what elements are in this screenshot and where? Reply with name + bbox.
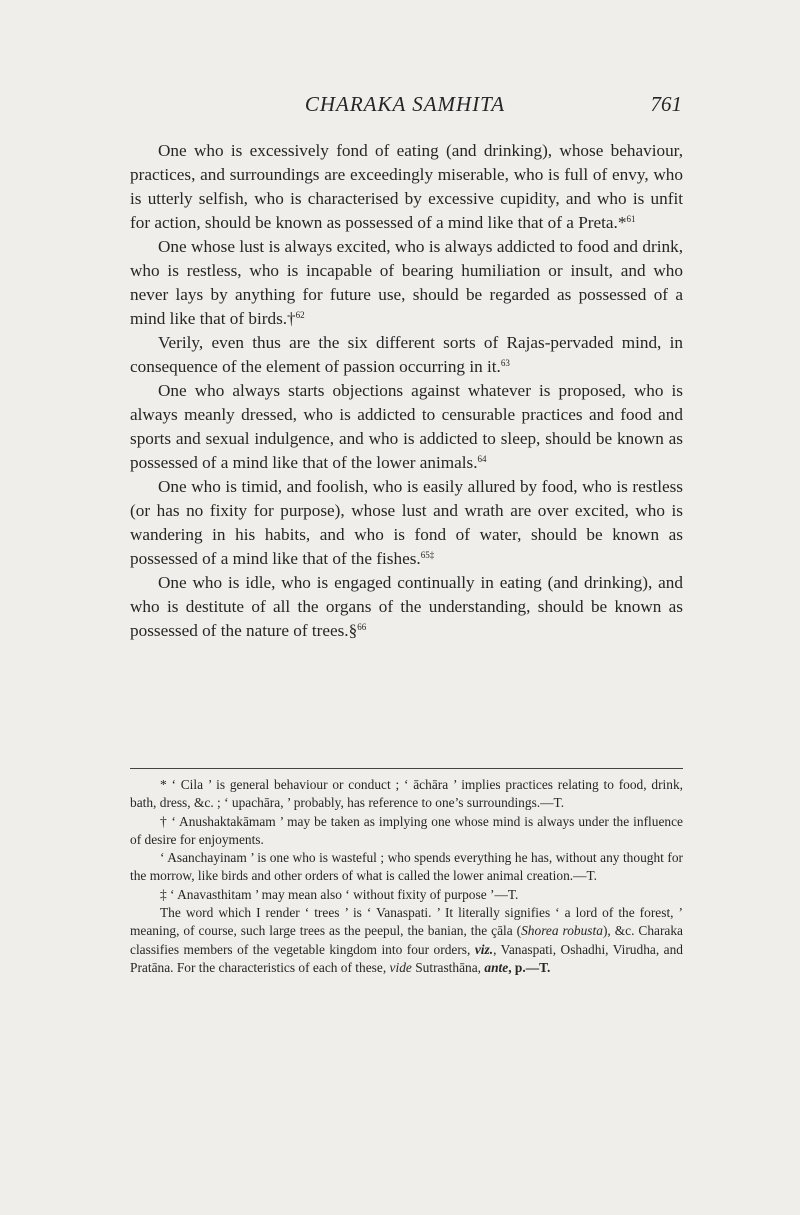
footnote-anushaktakamam: † ‘ Anushaktakāmam ’ may be taken as implying one whose mind is always under the influence of desire for enjoyments. — [130, 813, 683, 847]
footnotes — [130, 776, 683, 977]
paragraph-preta: One who is excessively fond of eating (and drinking), whose behaviour, practices, and surroundings are exceedingly miserable, who is full of envy, who is utterly selfish, who is characterised by excessive cupidity, and who is unfit for action, should be known as possessed of a mind like that of a Preta.*$^{61}$ — [130, 141, 683, 232]
paragraph-birds: One whose lust is always excited, who is always addicted to food and drink, who is restless, who is incapable of bearing humiliation or insult, and who never lays by anything for future use, should be regarded as possessed of a mind like that of birds.†$^{62}$ — [130, 237, 683, 328]
page-number: 761 — [650, 92, 682, 116]
footnote-anavasthitam: ‡ ‘ Anavasthitam ’ may mean also ‘ without fixity of purpose ’—T. — [160, 886, 519, 902]
verse-mark: 64 — [477, 454, 487, 464]
verse-mark: 62 — [295, 310, 305, 320]
verse-mark: 66 — [357, 622, 367, 632]
verse-mark: 61 — [626, 214, 636, 224]
paragraph-fishes: One who is timid, and foolish, who is easily allured by food, who is restless (or has no fixity for purpose), whose lust and wrath are over excited, who is wandering in his habits, and who is fond of water, should be known as possessed of a mind like that of the fishes.$^{65\ddagger}$ — [130, 477, 683, 568]
running-title: CHARAKA SAMHITA — [304, 92, 506, 116]
paragraph-trees: One who is idle, who is engaged continually in eating (and drinking), and who is destitute of all the organs of the understanding, should be known as possessed of the nature of trees.§$^{66}$ — [130, 573, 683, 640]
footnote-vanaspati: The word which I render ‘ trees ’ is ‘ Vanaspati. ’ It literally signifies ‘ a lord of the forest, ’ meaning, of course, such large trees as the peepul, the banian, the çāla (Shorea robusta), &c. Charaka classifies members of the vegetable kingdom into four orders, viz., Vanaspati, Oshadhi, Virudha, and Pratāna. For the characteristics of each of these, vide Sutrasthāna, ante, p.—T. — [130, 905, 684, 975]
paragraph-rajas-summary: Verily, even thus are the six different sorts of Rajas-pervaded mind, in consequence of the element of passion occurring in it.$^{63}$ — [130, 333, 683, 376]
footnote-asanchayinam: ‘ Asanchayinam ’ is one who is wasteful ; who spends everything he has, without any thought for the morrow, like birds and other orders of what is called the lower animal creation.—T. — [130, 850, 683, 884]
verse-mark: 63 — [500, 358, 510, 368]
footnote-cila: * ‘ Cila ’ is general behaviour or conduct ; ‘ āchāra ’ implies practices relating to food, drink, bath, dress, &c. ; ‘ upachāra, ’ probably, has reference to one’s surroundings.—T. — [130, 777, 683, 811]
footnote-divider — [130, 768, 683, 769]
paragraph-lower-animals: One who always starts objections against whatever is proposed, who is always meanly dressed, who is addicted to censurable practices and food and sports and sexual indulgence, and who is addicted to sleep, should be known as possessed of a mind like that of the lower animals.$^{64}$ — [130, 381, 683, 472]
main-text — [130, 139, 683, 643]
page-header — [128, 92, 682, 122]
verse-mark: 65‡ — [420, 550, 435, 560]
